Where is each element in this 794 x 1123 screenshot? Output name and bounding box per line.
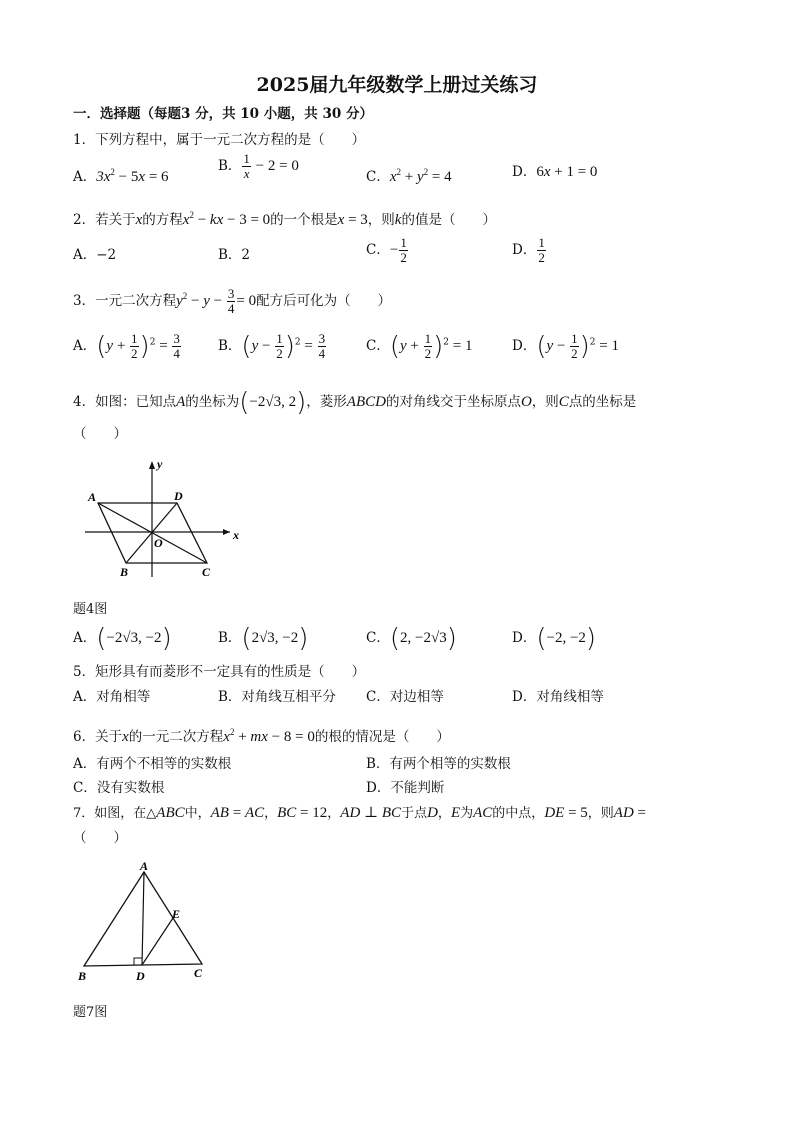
q3-option-a[interactable]: A．(y + $\frac{1}{2}$ )$^2$ = $\frac{3}{4}$ <box>73 331 180 362</box>
section-heading: 一．选择题（每题3 分，共 10 小题，共 30 分） <box>73 106 373 122</box>
q4-option-c[interactable]: C．(2, −2√3) <box>366 623 457 654</box>
q3-stem: 3．一元二次方程$y^2 - y$ − $\frac{3}{4}$ = 0配方后可化为（ ） <box>73 286 392 316</box>
q2-option-c[interactable]: C．− $\frac{1}{2}$ <box>366 235 407 265</box>
q6-option-a[interactable]: A．有两个不相等的实数根 <box>73 756 232 772</box>
q3-option-b[interactable]: B．(y − $\frac{1}{2}$ )$^2$ = $\frac{3}{4}$ <box>218 331 326 362</box>
label-e: E <box>172 907 181 921</box>
q6-stem: 6．关于x的一元二次方程$x^2$ + mx − 8 = 0的根的情况是（ ） <box>73 727 450 745</box>
q5-stem: 5．矩形具有而菱形不一定具有的性质是（ ） <box>73 664 366 680</box>
q6-option-b[interactable]: B．有两个相等的实数根 <box>366 756 511 772</box>
q1-option-a[interactable]: A．$3x^2 - 5x = 6$ <box>73 167 169 185</box>
q4-option-b[interactable]: B．(2√3, −2) <box>218 623 309 654</box>
q4-figure-caption: 题4图 <box>73 602 108 617</box>
y-axis-arrow <box>149 461 155 469</box>
label-d: D <box>174 489 183 503</box>
label-x: x <box>233 528 239 542</box>
q2-stem: 2．若关于x的方程$x^2$ − kx − 3 = 0的一个根是x = 3，则k的值是（ ） <box>73 210 496 228</box>
q5-option-c[interactable]: C．对边相等 <box>366 689 444 705</box>
segment-ad <box>142 872 144 965</box>
label-b: B <box>78 969 87 983</box>
label-c: C <box>194 966 203 980</box>
label-c: C <box>202 565 211 579</box>
q5-option-d[interactable]: D．对角线相等 <box>512 689 604 705</box>
label-o: O <box>154 536 163 550</box>
q2-option-a[interactable]: A．−2 <box>73 247 117 263</box>
label-y: y <box>157 457 163 471</box>
q2-option-d[interactable]: D． $\frac{1}{2}$ <box>512 235 545 265</box>
q4-option-a[interactable]: A．(−2√3, −2) <box>73 623 172 654</box>
q4-answer-paren: （ ） <box>73 426 127 442</box>
label-b: B <box>120 565 129 579</box>
q5-option-b[interactable]: B．对角线互相平分 <box>218 689 336 705</box>
q1-option-c[interactable]: C．$x^2 + y^2 = 4$ <box>366 167 452 185</box>
segment-de <box>142 918 173 965</box>
q7-answer-paren: （ ） <box>73 830 127 846</box>
q3-option-d[interactable]: D．(y − $\frac{1}{2}$ )$^2$ = 1 <box>512 331 619 362</box>
q4-rhombus-figure <box>80 455 250 585</box>
q1-stem: 1．下列方程中，属于一元二次方程的是（ ） <box>73 132 366 148</box>
right-angle-mark <box>134 958 142 965</box>
q6-option-d[interactable]: D．不能判断 <box>366 780 445 796</box>
q2-option-b[interactable]: B．2 <box>218 247 251 263</box>
q7-figure-caption: 题7图 <box>73 1005 108 1020</box>
label-d: D <box>136 969 145 983</box>
q3-option-c[interactable]: C．(y + $\frac{1}{2}$ )$^2$ = 1 <box>366 331 473 362</box>
q4-option-d[interactable]: D．(−2, −2) <box>512 623 597 654</box>
q7-stem: 7．如图，在△ABC中，AB = AC，BC = 12，AD ⊥ BC于点D，E为AC的中点，DE = 5，则AD = <box>73 805 647 821</box>
q1-option-d[interactable]: D．6x + 1 = 0 <box>512 164 598 180</box>
q5-option-a[interactable]: A．对角相等 <box>73 689 151 705</box>
page-title: 2025届九年级数学上册过关练习 <box>256 74 538 96</box>
label-a: A <box>88 490 97 504</box>
q1-option-b[interactable]: B． $\frac{1}{x}$ − 2 = 0 <box>218 151 299 181</box>
label-a: A <box>140 859 149 873</box>
x-axis-arrow <box>223 529 230 535</box>
q4-stem: 4．如图：已知点A的坐标为(−2√3, 2)，菱形ABCD的对角线交于坐标原点O，则C点的坐标是 <box>73 387 637 418</box>
q6-option-c[interactable]: C．没有实数根 <box>73 780 165 796</box>
fraction: $\frac{1}{x}$ <box>243 151 250 181</box>
q7-triangle-figure <box>74 858 224 986</box>
